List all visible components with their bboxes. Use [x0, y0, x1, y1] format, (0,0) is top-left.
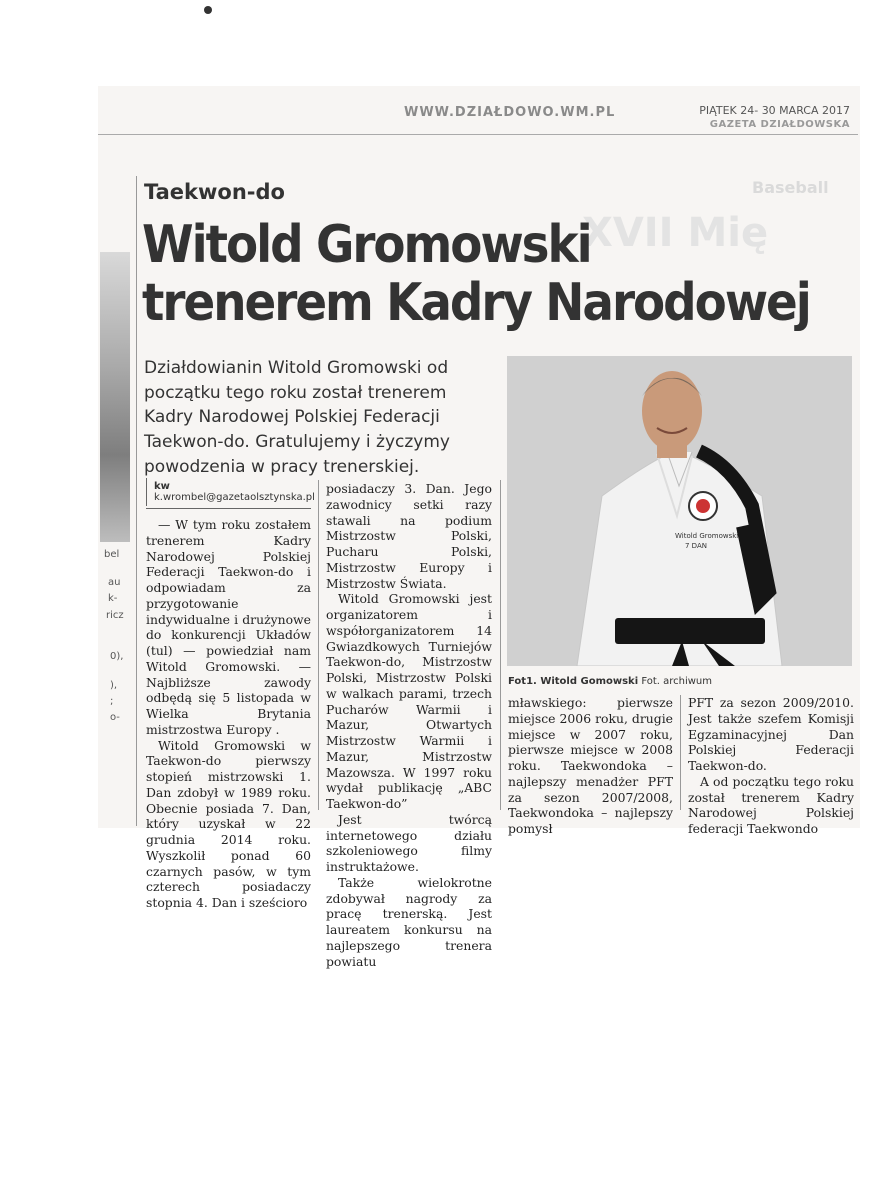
paragraph: Witold Gromowski w Taekwon-do pierwszy stopień mistrzowski 1. Dan zdobył w 1989 roku. Obecnie posiada 7. Dan, który uzyskał w 22 grudnia 2014 roku. Wyszkolił ponad 60 czarnych pasów, w tym czterech posiadaczy stopnia 4. Dan i sześcioro: [146, 737, 311, 910]
edge-fragment: k-: [108, 593, 118, 604]
adjacent-article-heading: XVII Mię: [582, 210, 769, 256]
paragraph: Także wielokrotne zdobywał nagrody za pracę trenerską. Jest laureatem konkursu na najlepszego trenera powiatu: [326, 874, 492, 969]
header-paper-name: GAZETA DZIAŁDOWSKA: [709, 119, 850, 130]
headline: [142, 216, 857, 332]
paragraph: posiadaczy 3. Dan. Jego zawodnicy setki razy stawali na podium Mistrzostw Polski, Pucharu Polski, Mistrzostw Europy i Mistrzostw Świata.: [326, 481, 492, 591]
body-column-4: [688, 695, 854, 837]
paragraph: Witold Gromowski jest organizatorem i współorganizatorem 14 Gwiazdkowych Turniejów Taekwon-do, Mistrzostw Polski, Mistrzostw Polski w walkach parami, trzech Pucharów Warmii i Mazur, Otwartych Mistrzostw Warmii i Mazur, Mistrzostw Mazowsza. W 1997 roku wydał publikację „ABC Taekwon-do”: [326, 591, 492, 811]
column-divider: [136, 176, 137, 826]
byline-side-rule: [146, 478, 147, 506]
edge-fragment: ),: [110, 680, 118, 691]
edge-fragment: bel: [104, 549, 120, 560]
body-column-3: [508, 695, 673, 837]
portrait-photo: [507, 356, 852, 666]
edge-fragment: ricz: [106, 610, 124, 621]
byline-rule: [146, 508, 311, 509]
header-rule: [98, 134, 858, 135]
left-edge-photo-strip: [100, 252, 130, 542]
portrait-illustration: [507, 356, 852, 666]
author-email: k.wrombel@gazetaolsztynska.pl: [154, 492, 315, 503]
edge-fragment: au: [108, 577, 121, 588]
body-column-2: [326, 481, 492, 969]
caption-credit: Fot. archiwum: [641, 676, 713, 687]
paragraph: — W tym roku zostałem trenerem Kadry Narodowej Polskiej Federacji Taekwon-do i odpowiadam za przygotowanie indywidualne i drużynowe do konkurencji Układów (tul) — powiedział nam Witold Gromowski. — Najbliższe zawody odbędą się 5 listopada w Wielka Brytania mistrzostwa Europy .: [146, 517, 311, 737]
scan-speck: [204, 6, 212, 14]
lead-paragraph: Działdowianin Witold Gromowski od początku tego roku został trenerem Kadry Narodowej Polskiej Federacji Taekwon-do. Gratulujemy i życzymy powodzenia w pracy trenerskiej.: [144, 358, 450, 477]
paragraph: PFT za sezon 2009/2010. Jest także szefem Komisji Egzaminacyjnej Dan Polskiej Federacji Taekwon-do.: [688, 695, 854, 773]
caption-title: Fot1. Witold Gomowski: [508, 676, 639, 687]
column-divider: [680, 695, 681, 810]
paragraph: A od początku tego roku został trenerem Kadry Narodowej Polskiej federacji Taekwondo: [688, 773, 854, 836]
photo-caption: [508, 676, 712, 687]
headline-line-2: trenerem Kadry Narodowej: [142, 273, 810, 334]
paragraph: mławskiego: pierwsze miejsce 2006 roku, drugie miejsce w 2007 roku, pierwsze miejsce w 2008 roku. Taekwondoka – najlepszy menadżer PFT za sezon 2007/2008, Taekwondoka – najlepszy pomysł: [508, 695, 673, 836]
paragraph: Jest twórcą internetowego działu szkoleniowego filmy instruktażowe.: [326, 811, 492, 874]
edge-fragment: 0),: [110, 651, 124, 662]
headline-line-1: Witold Gromowski: [142, 215, 591, 275]
patch-text: Witold Gromowski: [675, 532, 739, 540]
header-date: PIĄTEK 24- 30 MARCA 2017: [699, 104, 850, 117]
patch-text: 7 DAN: [685, 542, 707, 550]
adjacent-section-label: Baseball: [752, 178, 829, 197]
header-url: WWW.DZIAŁDOWO.WM.PL: [404, 105, 616, 120]
author-initials: kw: [154, 481, 170, 492]
section-label: Taekwon-do: [144, 180, 285, 204]
column-divider: [318, 480, 319, 810]
column-divider: [500, 480, 501, 810]
edge-fragment: o-: [110, 712, 120, 723]
body-column-1: [146, 517, 311, 911]
edge-fragment: ;: [110, 696, 114, 707]
